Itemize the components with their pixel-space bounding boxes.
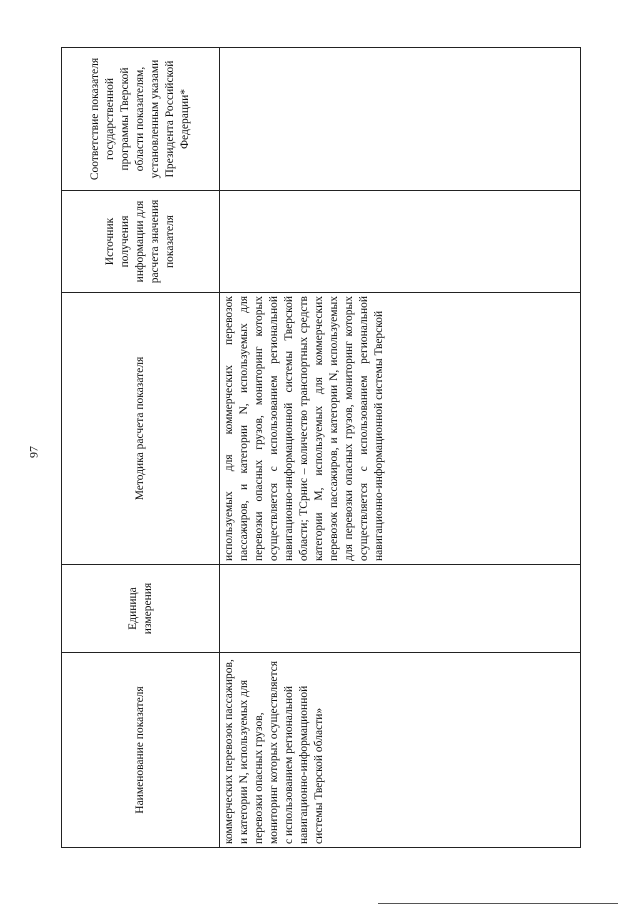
header-compliance: Соответствие показателя государственной программы Тверской области показателям, установленным указами Президента Российской Федерации* [62, 48, 220, 191]
cell-compliance [220, 48, 581, 191]
bottom-divider [378, 903, 618, 904]
rotated-page-content [61, 48, 581, 848]
cell-calculation-method: используемых для коммерческих перевозок пассажиров, и категории N, используемых для перевозки опасных грузов, мониторинг которых осуществляется с использованием региональной навигационно-информационной системы Тверской области; ТСрнис – количество транспортных средств категории M, используемых для коммерческих перевозок пассажиров, и категории N, используемых для перевозки опасных грузов, мониторинг которых осуществляется с использованием региональной навигационно-информационной системы Тверской [220, 293, 581, 565]
page-number: 97 [26, 446, 41, 458]
header-calculation-method: Методика расчета показателя [62, 293, 220, 565]
table-header-row [62, 48, 220, 848]
header-unit: Единица измерения [62, 565, 220, 653]
header-information-source: Источник получения информации для расчета значения показателя [62, 191, 220, 293]
indicator-table [61, 47, 581, 848]
table-row [220, 48, 581, 848]
cell-indicator-name: коммерческих перевозок пассажиров, и категории N, используемых для перевозки опасных грузов, мониторинг которых осуществляется с использованием региональной навигационно-информационной системы Тверской области» [220, 653, 581, 848]
cell-information-source [220, 191, 581, 293]
header-indicator-name: Наименование показателя [62, 653, 220, 848]
cell-unit [220, 565, 581, 653]
